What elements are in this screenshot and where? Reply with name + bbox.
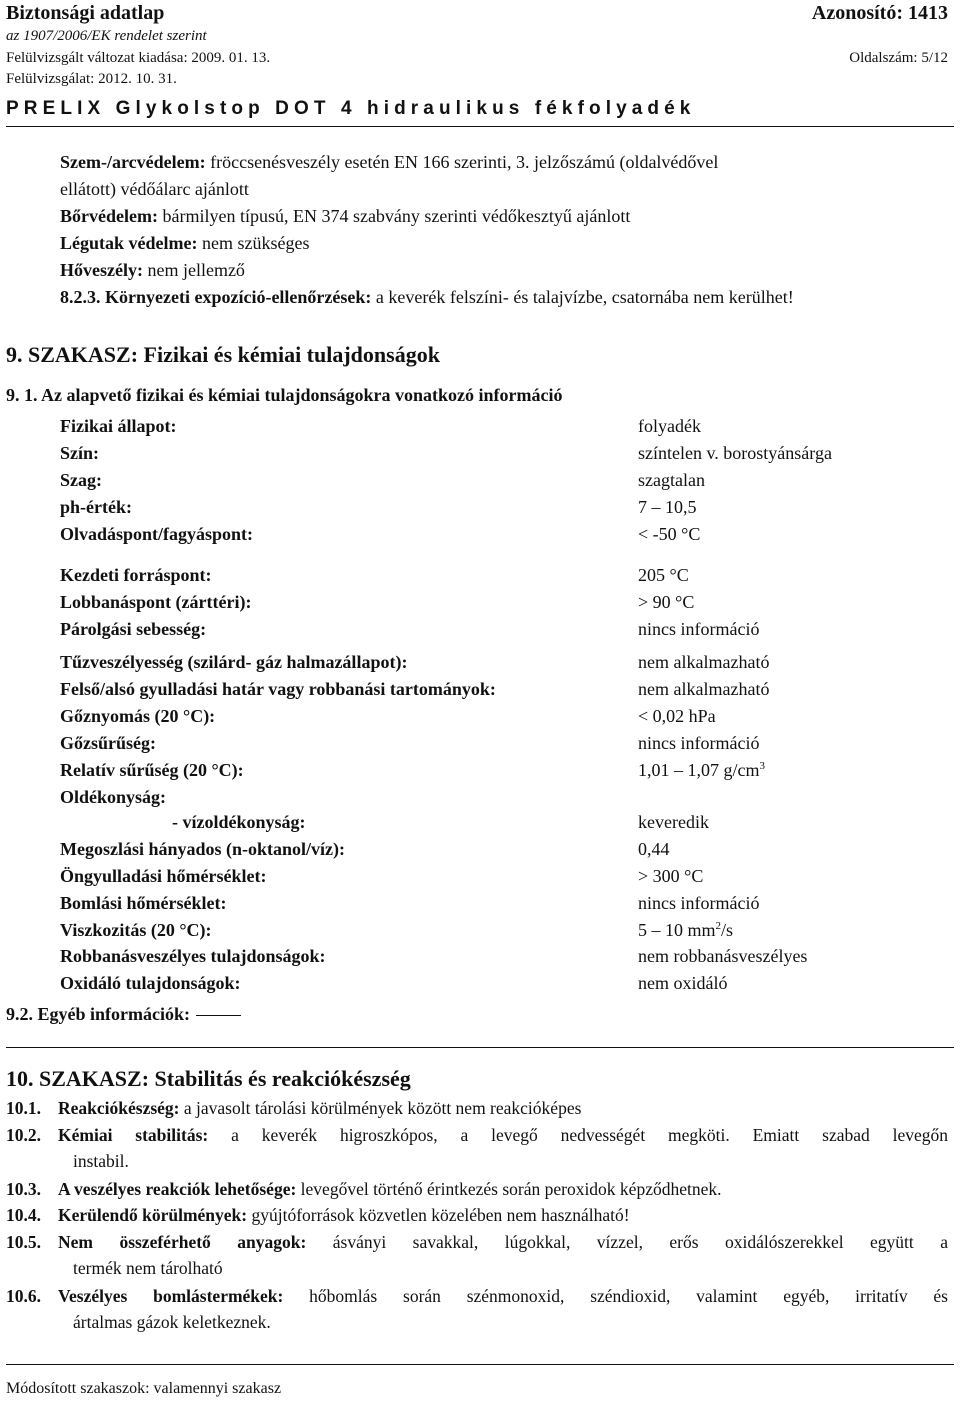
page-number: Oldalszám: 5/12: [849, 50, 948, 66]
property-value: [638, 416, 701, 437]
property-value-text: < 0,02 hPa: [638, 706, 716, 726]
item-text-continuation: termék nem tárolható: [73, 1258, 223, 1278]
footer-divider: [6, 1364, 954, 1365]
property-value-text: színtelen v. borostyánsárga: [638, 443, 832, 463]
respiratory-protection-text: nem szükséges: [201, 233, 310, 253]
item-text: ásványi savakkal, lúgokkal, vízzel, erős oxidálószerekkel együtt a: [332, 1232, 949, 1252]
item-number: 10.6.: [6, 1286, 41, 1306]
property-value-text: nem alkalmazható: [638, 652, 770, 672]
section-9-1-subtitle: 9. 1. Az alapvető fizikai és kémiai tulajdonságokra vonatkozó információ: [6, 385, 563, 405]
property-value-text: nem alkalmazható: [638, 679, 770, 699]
property-value-text: 5 – 10 mm: [638, 920, 716, 940]
property-value: [638, 470, 705, 491]
section-10-item: [6, 1098, 581, 1119]
item-label: Kémiai stabilitás:: [58, 1125, 209, 1145]
environmental-exposure-text: a keverék felszíni- és talajvízbe, csatornába nem kerülhet!: [375, 287, 794, 307]
property-value-text: > 90 °C: [638, 592, 695, 612]
item-text-line: [58, 1179, 722, 1199]
item-text-continuation: ártalmas gázok keletkeznek.: [73, 1312, 271, 1332]
property-value-text: 1,01 – 1,07 g/cm: [638, 760, 760, 780]
property-value: [638, 706, 716, 727]
skin-protection-label: Bőrvédelem:: [60, 206, 158, 226]
property-label: Oxidáló tulajdonságok:: [60, 973, 241, 993]
property-value-text: 0,44: [638, 839, 670, 859]
property-value: [638, 592, 694, 613]
property-label: Gőzsűrűség:: [60, 733, 156, 753]
property-value: [638, 946, 807, 967]
thermal-hazard-label: Hőveszély:: [60, 260, 143, 280]
section-9-title: 9. SZAKASZ: Fizikai és kémiai tulajdonságok: [6, 342, 440, 367]
property-label: Oldékonyság:: [60, 787, 167, 807]
property-value-text: szagtalan: [638, 470, 705, 490]
item-text-line: [58, 1125, 948, 1146]
section-10-item: [6, 1286, 948, 1307]
item-text-line: [58, 1232, 948, 1253]
thermal-hazard-text: nem jellemző: [147, 260, 245, 280]
eye-protection-row: [60, 152, 718, 173]
item-number: 10.5.: [6, 1232, 41, 1252]
property-value: [638, 679, 769, 700]
section-10-item: [6, 1205, 630, 1226]
environmental-exposure-row: [60, 287, 794, 308]
item-label: Reakciókészség:: [58, 1098, 180, 1118]
item-text-line: [58, 1205, 630, 1225]
property-value-text: nincs információ: [638, 619, 760, 639]
unit-superscript: 3: [759, 760, 765, 772]
property-label: Szín:: [60, 443, 100, 463]
property-label: Felső/alsó gyulladási határ vagy robbanási tartományok:: [60, 679, 496, 699]
item-label: Kerülendő körülmények:: [58, 1205, 248, 1225]
item-number: 10.4.: [6, 1205, 41, 1225]
modified-sections-note: Módosított szakaszok: valamennyi szakasz: [6, 1380, 282, 1397]
product-name: PRELIX Glykolstop DOT 4 hidraulikus fékfolyadék: [6, 98, 696, 119]
document-identifier: Azonosító: 1413: [811, 2, 948, 24]
property-label: Megoszlási hányados (n-oktanol/víz):: [60, 839, 346, 859]
property-value-text: < -50 °C: [638, 524, 701, 544]
property-value: [638, 812, 709, 833]
property-value: [638, 866, 703, 887]
property-value: [638, 524, 700, 545]
property-label: Kezdeti forráspont:: [60, 565, 212, 585]
item-text-line: [58, 1098, 581, 1118]
em-dash-line: [196, 1015, 241, 1016]
property-label: Bomlási hőmérséklet:: [60, 893, 227, 913]
property-label: Relatív sűrűség (20 °C):: [60, 760, 244, 780]
unit-suffix: /s: [721, 920, 734, 940]
eye-protection-text: fröccsenésveszély esetén EN 166 szerinti, 3. jelzőszámú (oldalvédővel: [210, 152, 719, 172]
property-label: Öngyulladási hőmérséklet:: [60, 866, 267, 886]
property-label: Fizikai állapot:: [60, 416, 177, 436]
property-value: [638, 619, 759, 640]
environmental-exposure-label: 8.2.3. Környezeti expozíció-ellenőrzések:: [60, 287, 372, 307]
property-value-text: 205 °C: [638, 565, 689, 585]
item-label: Nem összeférhető anyagok:: [58, 1232, 307, 1252]
skin-protection-row: [60, 206, 630, 227]
property-value-text: nincs információ: [638, 733, 760, 753]
property-value-text: folyadék: [638, 416, 701, 436]
property-value-text: nem oxidáló: [638, 973, 728, 993]
property-value: [638, 839, 670, 860]
document-title: Biztonsági adatlap: [6, 2, 165, 24]
regulation-reference: az 1907/2006/EK rendelet szerint: [6, 28, 207, 44]
property-label: ph-érték:: [60, 497, 132, 517]
revision-date: Felülvizsgálat: 2012. 10. 31.: [6, 71, 177, 87]
property-value: [638, 565, 689, 586]
property-label: Párolgási sebesség:: [60, 619, 207, 639]
section-10-item: [6, 1125, 948, 1146]
property-value: [638, 973, 727, 994]
eye-protection-label: Szem-/arcvédelem:: [60, 152, 206, 172]
item-label: A veszélyes reakciók lehetősége:: [58, 1179, 297, 1199]
item-text-line: [58, 1286, 948, 1307]
other-information-label: 9.2. Egyéb információk:: [6, 1004, 190, 1024]
header-divider: [6, 126, 954, 127]
property-label: Lobbanáspont (zárttéri):: [60, 592, 252, 612]
item-number: 10.1.: [6, 1098, 41, 1118]
property-value-text: nem robbanásveszélyes: [638, 946, 808, 966]
section-10-title: 10. SZAKASZ: Stabilitás és reakciókészség: [6, 1066, 411, 1091]
item-number: 10.2.: [6, 1125, 41, 1145]
section-10-item: [6, 1179, 722, 1200]
item-text: gyújtóforrások közvetlen közelében nem használható!: [251, 1205, 630, 1225]
property-value: [638, 760, 765, 781]
property-label: Szag:: [60, 470, 102, 490]
property-label: Robbanásveszélyes tulajdonságok:: [60, 946, 326, 966]
item-label: Veszélyes bomlástermékek:: [58, 1286, 284, 1306]
property-label: - vízoldékonyság:: [172, 812, 306, 832]
other-information-row: [6, 1004, 241, 1025]
item-text: a javasolt tárolási körülmények között nem reakcióképes: [183, 1098, 582, 1118]
property-label: Gőznyomás (20 °C):: [60, 706, 216, 726]
item-text: levegővel történő érintkezés során peroxidok képződhetnek.: [300, 1179, 722, 1199]
item-text-continuation: instabil.: [73, 1151, 129, 1171]
item-text: a keverék higroszkópos, a levegő nedvességét megköti. Emiatt szabad levegőn: [231, 1125, 948, 1145]
property-value-text: nincs információ: [638, 893, 760, 913]
thermal-hazard-row: [60, 260, 245, 281]
property-value: [638, 733, 759, 754]
respiratory-protection-row: [60, 233, 309, 254]
property-value: [638, 920, 733, 941]
property-label: Olvadáspont/fagyáspont:: [60, 524, 254, 544]
property-value: [638, 652, 769, 673]
item-number: 10.3.: [6, 1179, 41, 1199]
property-value-text: > 300 °C: [638, 866, 704, 886]
property-label: Viszkozitás (20 °C):: [60, 920, 212, 940]
property-value-text: keveredik: [638, 812, 709, 832]
skin-protection-text: bármilyen típusú, EN 374 szabvány szerinti védőkesztyű ajánlott: [162, 206, 631, 226]
property-label: Tűzveszélyesség (szilárd- gáz halmazállapot):: [60, 652, 408, 672]
property-value: [638, 497, 697, 518]
revised-issue-date: Felülvizsgált változat kiadása: 2009. 01. 13.: [6, 50, 271, 66]
section-10-item: [6, 1232, 948, 1253]
item-text: hőbomlás során szénmonoxid, széndioxid, valamint egyéb, irritatív és: [309, 1286, 948, 1306]
eye-protection-text-cont: ellátott) védőálarc ajánlott: [60, 179, 249, 199]
unit-superscript: 2: [715, 920, 722, 932]
property-value: [638, 443, 832, 464]
respiratory-protection-label: Légutak védelme:: [60, 233, 198, 253]
property-value: [638, 893, 759, 914]
section-divider: [6, 1047, 954, 1048]
property-value-text: 7 – 10,5: [638, 497, 697, 517]
